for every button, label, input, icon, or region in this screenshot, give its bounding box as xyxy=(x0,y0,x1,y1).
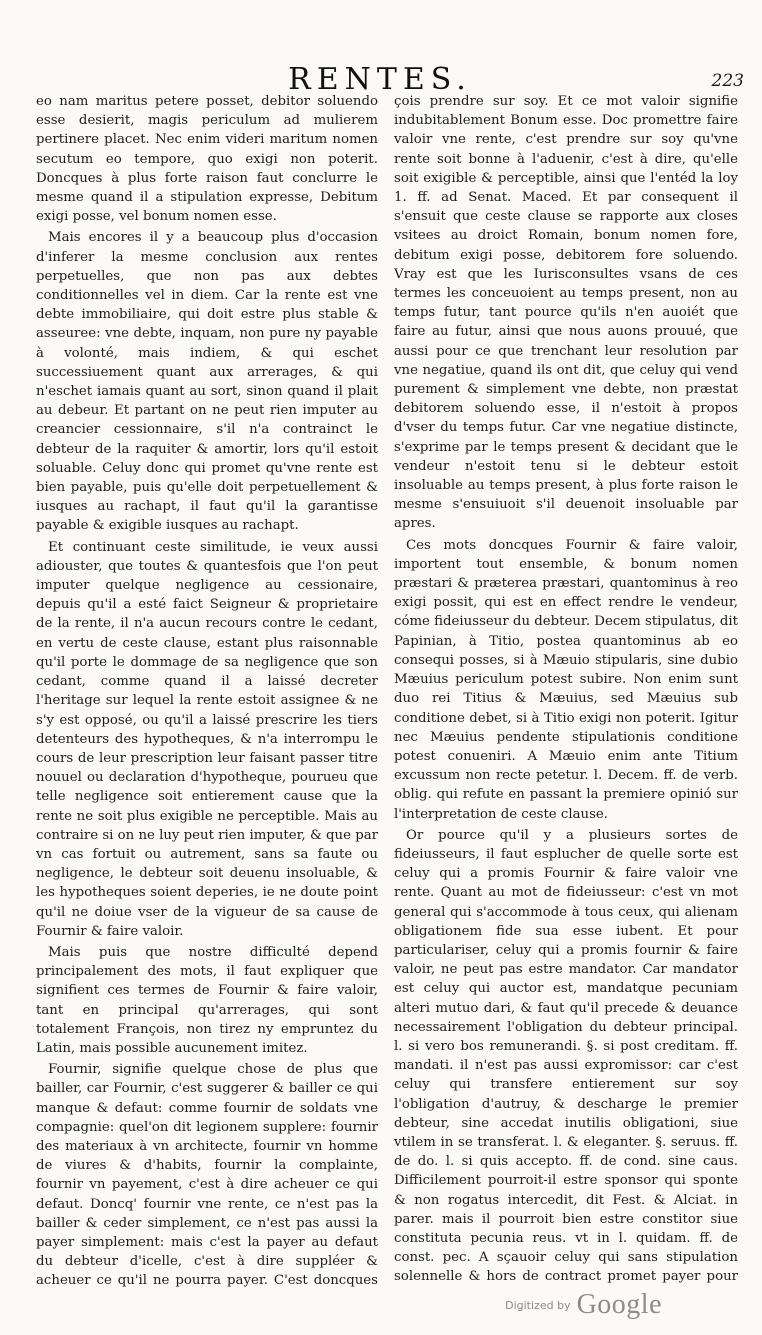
watermark-prefix: Digitized by xyxy=(505,1298,571,1312)
google-logo: Google xyxy=(576,1289,662,1320)
page-number: 223 xyxy=(711,71,744,91)
paragraph: eo nam maritus petere posset, debitor soluendo esse desierit, magis periculum ad mulierem pertinere placet. Nec enim videri maritum nomen secutum eo tempore, quo exigi non poterit. Doncques à plus forte raison faut conclurre le mesme quand il a stipulation expresse, Debitum exigi posse, vel bonum nomen esse. xyxy=(36,94,378,225)
paragraph: Fournir, signifie quelque chose de plus que bailler, car Fournir, c'est suggerer & bailler ce qui manque & defaut: comme fournir de soldats vne compagnie: quel'on dit legionem supplere: fournir des materiaux à vn architecte, fournir vn homme de viures & d'habits, fournir la complainte, fournir vn payement, c'est à dire acheuer ce qui defaut. Doncq' fournir vne rente, ce n'est pas la bailler & ceder simplement, ce n'est pas aussi la payer simplement: mais c'est la payer au defaut du debteur d'icelle, c'est à dire suppléer & acheuer ce qu'il ne pourra payer. C'est doncques xyxy=(36,1062,378,1287)
paragraph: çois prendre sur soy. Et ce mot valoir signifie indubitablement Bonum esse. Doc promettre faire valoir vne rente, c'est prendre sur soy qu'vne rente soit bonne à l'aduenir, c'est à dire, qu'elle soit exigible & perceptible, ainsi que l'entéd la loy 1. ff. ad Senat. Maced. Et par consequent il s'ensuit que ceste clause se rapporte aux closes vsitees au droict Romain, bonum nomen fore, debitum exigi posse, debitorem fore soluendo. Vray est que les Iurisconsultes vsans de ces termes les conceuoient au temps present, non au temps futur, tant pource qu'ils n'en auoiét que faire au futur, ainsi que nous auons prouué, que aussi pour ce que trenchant leur resolution par vne negatiue, quand ils ont dit, que celuy qui vend purement & simplement vne debte, non præstat debitorem soluendo esse, il n'estoit à propos d'vser du temps futur. Car vne negatiue distincte, s'exprime par le temps present & decidant que le vendeur n'estoit tenu si le debteur estoit insoluable au temps present, à plus forte raison le mesme s'ensuiuoit s'il deuenoit insoluable par apres. xyxy=(394,94,738,532)
paragraph: Et continuant ceste similitude, ie veux aussi adiouster, que toutes & quantesfois que l'on peut imputer quelque negligence au cessionaire, depuis qu'il a esté faict Seigneur & proprietaire de la rente, il n'a aucun recours contre le cedant, en vertu de ceste clause, estant plus raisonnable qu'il porte le dommage de sa negligence que son cedant, comme quand il a laissé decreter l'heritage sur lequel la rente estoit assignee & ne s'y est opposé, ou qu'il a laissé prescrire les tiers detenteurs des hypotheques, & n'a interrompu le cours de leur prescription leur faisant passer titre nouuel ou declaration d'hypotheque, pourueu que telle negligence soit entierement cause que la rente ne soit plus exigible ne perceptible. Mais au contraire si on ne luy peut rien imputer, & que par vn cas fortuit ou autrement, sans sa faute ou negligence, le debteur soit deuenu insoluable, & les hypotheques soient deperies, ie ne doute point qu'il ne doiue vser de la vigueur de sa cause de Fournir & faire valoir. xyxy=(36,539,378,939)
paragraph: Mais encores il y a beaucoup plus d'occasion d'inferer la mesme conclusion aux rentes perpetuelles, que non pas aux debtes conditionnelles vel in diem. Car la rente est vne debte immobiliaire, qui doit estre plus stable & asseuree: vne debte, inquam, non pure ny payable à volonté, mais indiem, & qui eschet successiuement quant aux arrerages, & qui n'eschet iamais quant au sort, sinon quand il plait au debeur. Et partant on ne peut rien imputer au creancier cessionnaire, s'il n'a contrainct le debteur de la raquiter & amortir, lors qu'il estoit soluable. Celuy donc qui promet qu'vne rente est bien payable, puis qu'elle doit perpetuellement & iusques au rachapt, il faut qu'il la garantisse payable & exigible iusques au rachapt. xyxy=(36,230,378,534)
paragraph: Or pource qu'il y a plusieurs sortes de fideiusseurs, il faut esplucher de quelle sorte est celuy qui a promis Fournir & faire valoir vne rente. Quant au mot de fideiusseur: c'est vn mot general qui s'accommode à tous ceux, qui alienam obligationem fide sua esse iubent. Et pour particulariser, celuy qui a promis fournir & faire valoir, ne peut pas estre mandator. Car mandator est celuy qui auctor est, mandatque pecuniam alteri mutuo dari, & faut qu'il precede & deuance necessairement l'obligation du debteur principal. l. si vero bos remunerandi. §. si post creditam. ff. mandati. il n'est pas aussi expromissor: car c'est celuy qui transfere entierement sur soy l'obligation d'autruy, & descharge le premier debteur, sine accedat inutilis obligationi, siue vtilem in se transferat. l. & eleganter. §. seruus. ff. de do. l. si quis accepto. ff. de cond. sine caus. Difficilement pourroit-il estre sponsor qui sponte & non rogatus intercedit, dit Fest. & Alciat. in parer. mais il pourroit bien estre constitor siue constituta pecunia reus. vt in l. quidam. ff. de const. pec. A sçauoir celuy qui sans stipulation solennelle & hors de contract promet payer pour xyxy=(394,827,738,1285)
paragraph: Mais puis que nostre difficulté depend principalement des mots, il faut expliquer que signifient ces termes de Fournir & faire valoir, tant en principal qu'arrerages, qui sont totalement François, non tirez ny empruntez du Latin, mais possible aucunement imitez. xyxy=(36,944,378,1056)
paragraph: Ces mots doncques Fournir & faire valoir, importent tout ensemble, & bonum nomen præstari & præterea præstari, quantominus à reo exigi possit, qui est en effect rendre le vendeur, cóme fideiusseur du debteur. Decem stipulatus, dit Papinian, à Titio, postea quantominus ab eo consequi posses, si à Mæuio stipularis, sine dubio Mæuius periculum potest subire. Non enim sunt duo rei Titius & Mæuius, sed Mæuius sub conditione debet, si à Titio exigi non poterit. Igitur nec Mæuius pendente stipulationis conditione potest conueniri. A Mæuio enim ante Titium excussum non recte petetur. l. Decem. ff. de verb. oblig. qui refute en passant la premiere opinió sur l'interpretation de ceste clause. xyxy=(394,537,738,822)
left-text-column xyxy=(36,92,378,1287)
right-text-column xyxy=(394,92,738,1287)
digitized-watermark xyxy=(505,1285,662,1325)
running-title: RENTES. xyxy=(288,62,472,97)
